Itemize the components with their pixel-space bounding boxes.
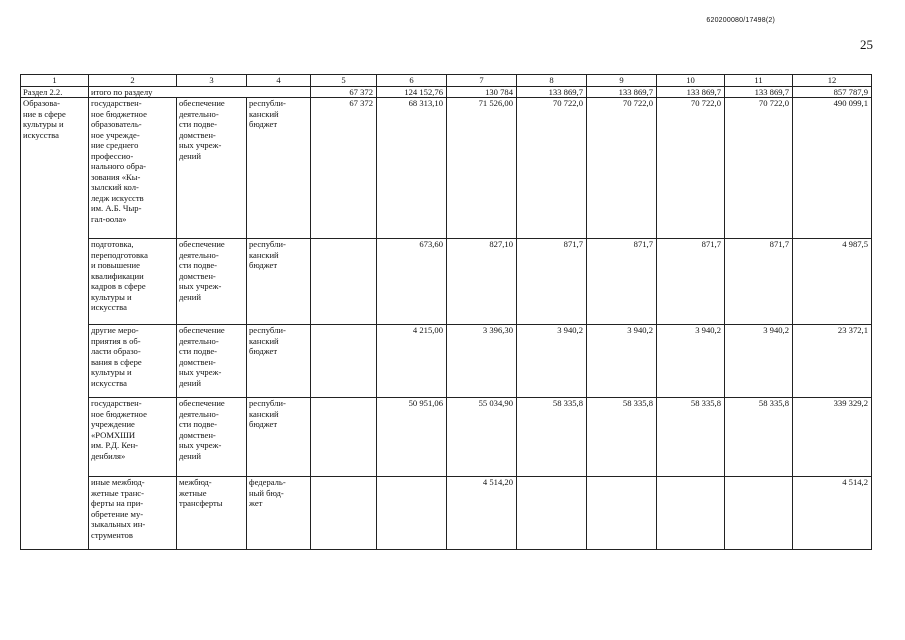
value-cell: 4 215,00 — [377, 325, 447, 398]
purpose: обеспечение деятельно- сти подве- домствен- ных учреж- дений — [177, 325, 247, 398]
value-cell: 58 335,8 — [725, 398, 793, 477]
value-cell — [377, 477, 447, 550]
value-cell — [311, 325, 377, 398]
item-name: государствен- ное бюджетное учреждение «РОМХШИ им. Р.Д. Кен- денбиля» — [89, 398, 177, 477]
total-cell: 857 787,9 — [793, 86, 872, 98]
section-code: Раздел 2.2. — [21, 86, 89, 98]
funding-source: федераль- ный бюд- жет — [247, 477, 311, 550]
value-cell: 871,7 — [725, 239, 793, 325]
value-cell: 871,7 — [517, 239, 587, 325]
funding-source: республи- канский бюджет — [247, 398, 311, 477]
column-header: 5 — [311, 75, 377, 87]
value-cell: 3 940,2 — [587, 325, 657, 398]
value-cell: 70 722,0 — [517, 98, 587, 239]
total-cell: 124 152,76 — [377, 86, 447, 98]
value-cell: 871,7 — [587, 239, 657, 325]
document-code: 620200080/17498(2) — [706, 17, 775, 24]
value-cell: 3 396,30 — [447, 325, 517, 398]
table-row — [21, 98, 872, 239]
table-row — [21, 398, 872, 477]
value-cell: 58 335,8 — [587, 398, 657, 477]
total-cell: 133 869,7 — [587, 86, 657, 98]
table-row — [21, 325, 872, 398]
value-cell: 50 951,06 — [377, 398, 447, 477]
value-cell: 490 099,1 — [793, 98, 872, 239]
total-cell: 67 372 — [311, 86, 377, 98]
value-cell: 3 940,2 — [725, 325, 793, 398]
table-row — [21, 239, 872, 325]
value-cell: 4 514,2 — [793, 477, 872, 550]
column-header: 9 — [587, 75, 657, 87]
value-cell: 4 987,5 — [793, 239, 872, 325]
purpose: обеспечение деятельно- сти подве- домствен- ных учреж- дений — [177, 239, 247, 325]
value-cell: 827,10 — [447, 239, 517, 325]
value-cell: 68 313,10 — [377, 98, 447, 239]
total-cell: 133 869,7 — [725, 86, 793, 98]
value-cell: 67 372 — [311, 98, 377, 239]
column-header: 2 — [89, 75, 177, 87]
value-cell: 70 722,0 — [587, 98, 657, 239]
column-header: 3 — [177, 75, 247, 87]
column-header: 7 — [447, 75, 517, 87]
total-cell: 133 869,7 — [517, 86, 587, 98]
total-row — [21, 86, 872, 98]
value-cell: 4 514,20 — [447, 477, 517, 550]
column-header: 12 — [793, 75, 872, 87]
column-header: 10 — [657, 75, 725, 87]
value-cell: 58 335,8 — [657, 398, 725, 477]
item-name: государствен- ное бюджетное образователь- ное учрежде- ние среднего профессио- нального обра- зования «Кы- зылский кол- ледж искусств им. А.Б. Чыр- гал-оола» — [89, 98, 177, 239]
funding-source: республи- канский бюджет — [247, 98, 311, 239]
value-cell — [587, 477, 657, 550]
budget-table — [20, 74, 872, 550]
value-cell: 70 722,0 — [725, 98, 793, 239]
purpose: обеспечение деятельно- сти подве- домствен- ных учреж- дений — [177, 398, 247, 477]
value-cell: 58 335,8 — [517, 398, 587, 477]
value-cell — [311, 398, 377, 477]
value-cell: 339 329,2 — [793, 398, 872, 477]
value-cell: 70 722,0 — [657, 98, 725, 239]
table-row — [21, 477, 872, 550]
funding-source: республи- канский бюджет — [247, 325, 311, 398]
section-name: Образова- ние в сфере культуры и искусства — [21, 98, 89, 550]
value-cell: 871,7 — [657, 239, 725, 325]
item-name: другие меро- приятия в об- ласти образо- вания в сфере культуры и искусства — [89, 325, 177, 398]
column-number-row — [21, 75, 872, 87]
value-cell: 3 940,2 — [657, 325, 725, 398]
purpose: обеспечение деятельно- сти подве- домствен- ных учреж- дений — [177, 98, 247, 239]
page-number: 25 — [860, 37, 873, 52]
total-label: итого по разделу — [89, 86, 311, 98]
purpose: межбюд- жетные трансферты — [177, 477, 247, 550]
value-cell — [725, 477, 793, 550]
value-cell: 23 372,1 — [793, 325, 872, 398]
value-cell — [311, 239, 377, 325]
funding-source: республи- канский бюджет — [247, 239, 311, 325]
value-cell — [657, 477, 725, 550]
value-cell: 71 526,00 — [447, 98, 517, 239]
value-cell — [311, 477, 377, 550]
item-name: подготовка, переподготовка и повышение квалификации кадров в сфере культуры и искусства — [89, 239, 177, 325]
total-cell: 130 784 — [447, 86, 517, 98]
column-header: 6 — [377, 75, 447, 87]
value-cell: 55 034,90 — [447, 398, 517, 477]
column-header: 1 — [21, 75, 89, 87]
column-header: 8 — [517, 75, 587, 87]
total-cell: 133 869,7 — [657, 86, 725, 98]
item-name: иные межбюд- жетные транс- ферты на при- обретение му- зыкальных ин- струментов — [89, 477, 177, 550]
value-cell: 3 940,2 — [517, 325, 587, 398]
column-header: 11 — [725, 75, 793, 87]
column-header: 4 — [247, 75, 311, 87]
value-cell — [517, 477, 587, 550]
value-cell: 673,60 — [377, 239, 447, 325]
